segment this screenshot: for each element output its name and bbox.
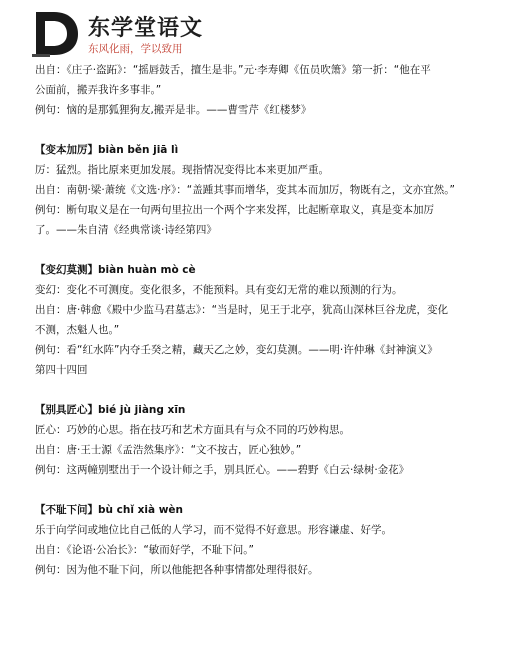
- text-line: 乐于向学问或地位比自己低的人学习，而不觉得不好意思。形容谦虚、好学。: [35, 524, 392, 536]
- text-line: 出自：《庄子·盗跖》：“摇唇鼓舌，擅生是非。”元·李寿卿《伍员吹箫》第一折：“他在平: [35, 64, 431, 76]
- paragraph-gap: [35, 120, 497, 140]
- page-header: [30, 8, 330, 58]
- text-line: 出自：唐·韩愈《殿中少监马君墓志》：“当是时，见王于北亭，犹高山深林巨谷龙虎，变化: [35, 304, 449, 316]
- logo-d-icon: [30, 8, 80, 58]
- entry-title: 【不耻下问】bù chǐ xià wèn: [35, 504, 184, 516]
- text-line: 例句：断句取义是在一句两句里拉出一个两个字来发挥，比起断章取义，真是变本加厉: [35, 204, 434, 216]
- text-line: 例句：看“红水阵”内夺壬癸之精，藏天乙之妙，变幻莫测。——明·许仲琳《封神演义》: [35, 344, 438, 356]
- entry-title: 【变幻莫测】biàn huàn mò cè: [35, 264, 196, 276]
- entry-title: 【别具匠心】bié jù jiàng xīn: [35, 404, 186, 416]
- text-line: 例句：这两幢别墅出于一个设计师之手，别具匠心。——碧野《白云·绿树·金花》: [35, 464, 410, 476]
- brand-slogan: 东风化雨，学以致用: [88, 43, 183, 55]
- text-line: 第四十四回: [35, 364, 88, 376]
- text-line: 不测，杰魁人也。”: [35, 324, 120, 336]
- text-line: 了。——朱自清《经典常谈·诗经第四》: [35, 224, 217, 236]
- text-line: 例句：恼的是那狐狸狗友,搬弄是非。——曹雪芹《红楼梦》: [35, 104, 312, 116]
- text-line: 例句：因为他不耻下问，所以他能把各种事情都处理得很好。: [35, 564, 319, 576]
- document-body: [35, 60, 497, 580]
- text-line: 公面前，搬弄我许多事非。”: [35, 84, 162, 96]
- text-line: 匠心：巧妙的心思。指在技巧和艺术方面具有与众不同的巧妙构思。: [35, 424, 350, 436]
- text-line: 厉：猛烈。指比原来更加发展。现指情况变得比本来更加严重。: [35, 164, 329, 176]
- text-line: 出自：《论语·公冶长》：“敏而好学，不耻下问。”: [35, 544, 254, 556]
- text-line: 出自：南朝·梁·萧统《文选·序》：“盖踵其事而增华，变其本而加厉，物既有之，文亦宜然。”: [35, 184, 455, 196]
- paragraph-gap: [35, 480, 497, 500]
- paragraph-gap: [35, 380, 497, 400]
- paragraph-gap: [35, 240, 497, 260]
- text-line: 出自：唐·王士源《孟浩然集序》：“文不按古，匠心独妙。”: [35, 444, 302, 456]
- text-line: 变幻：变化不可测度。变化很多，不能预料。具有变幻无常的难以预测的行为。: [35, 284, 403, 296]
- entry-title: 【变本加厉】biàn běn jiā lì: [35, 144, 179, 156]
- brand-title: 东学堂语文: [88, 15, 204, 41]
